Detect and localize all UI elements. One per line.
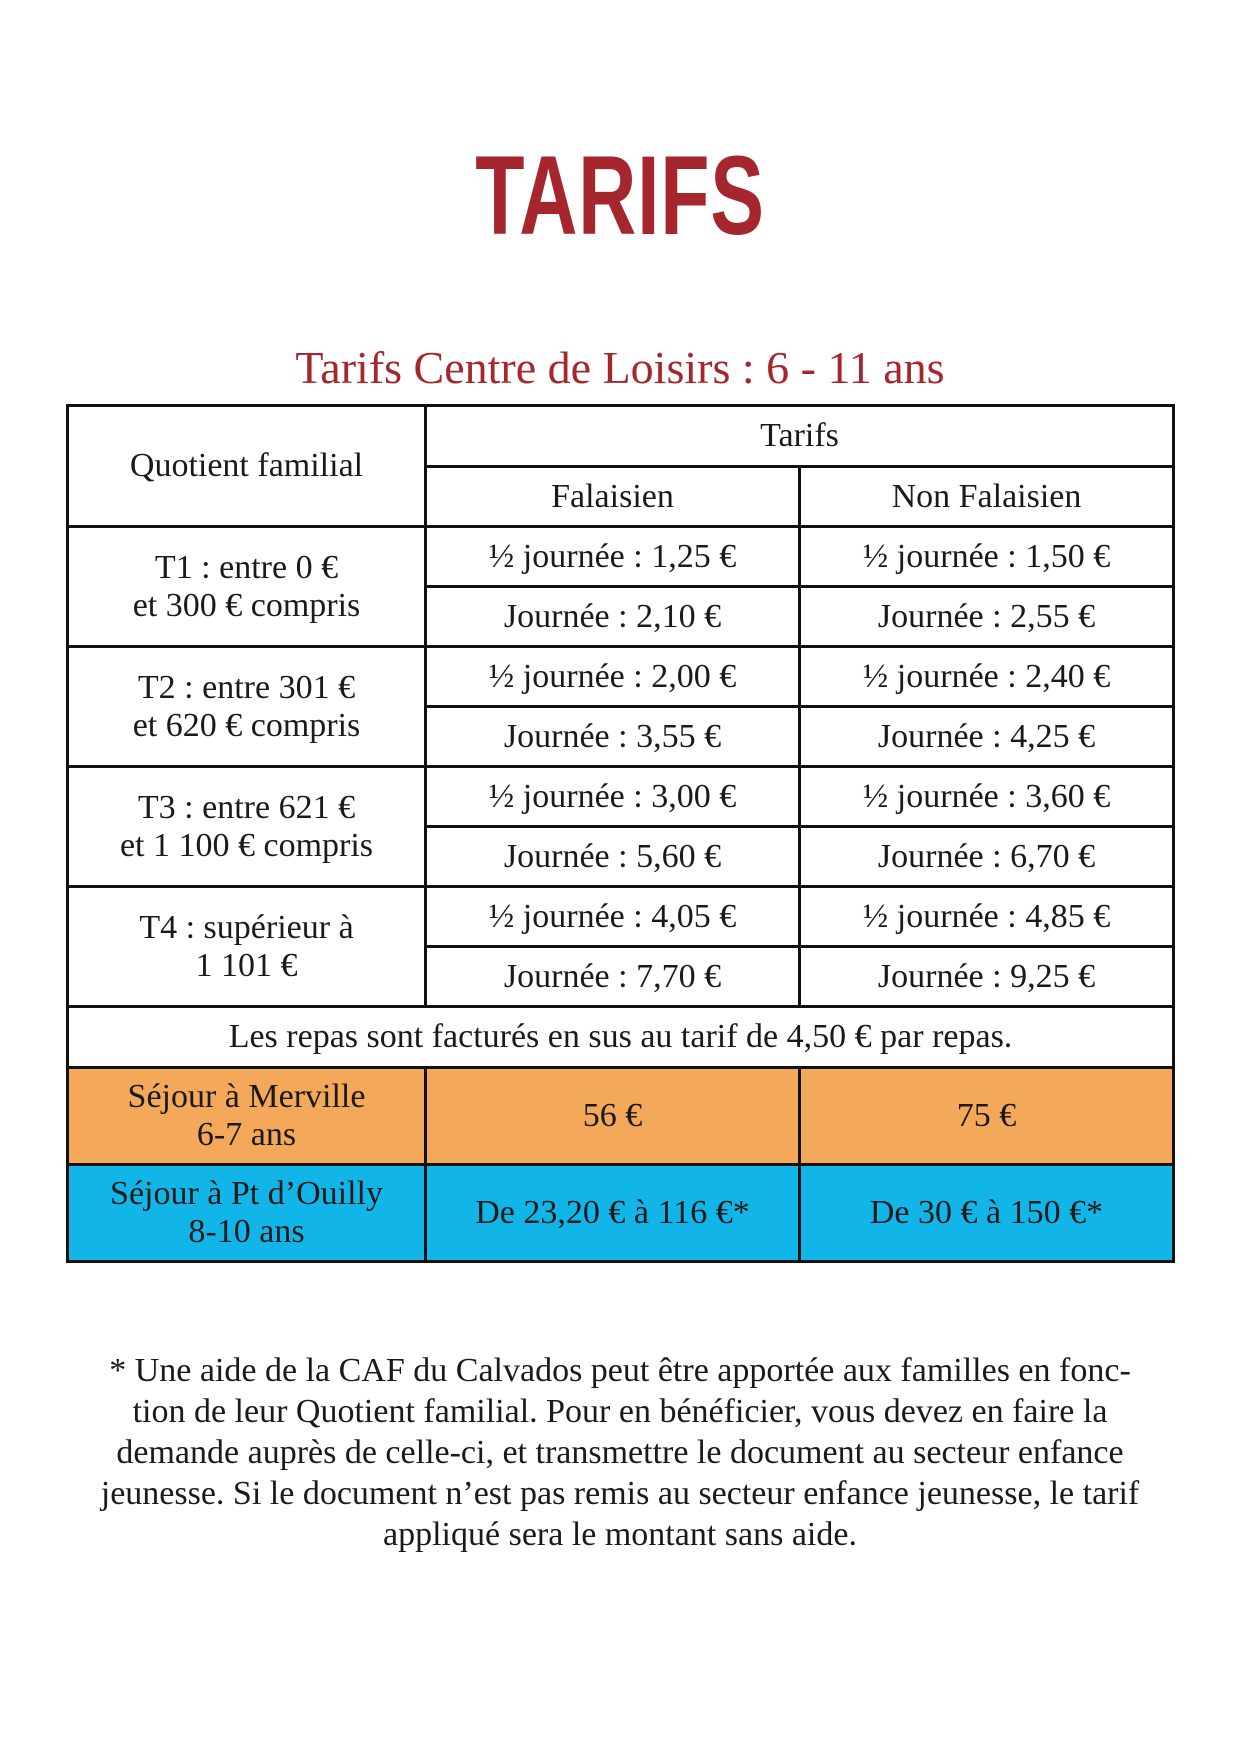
stay-price-falaisien: 56 €: [426, 1068, 800, 1165]
quotient-line: 1 101 €: [195, 946, 298, 984]
stay-price-non-falaisien: De 30 € à 150 €*: [800, 1165, 1174, 1262]
non-falaisien-day: Journée : 6,70 €: [800, 827, 1174, 887]
falaisien-day: Journée : 5,60 €: [426, 827, 800, 887]
stay-price-non-falaisien: 75 €: [800, 1068, 1174, 1165]
quotient-cell: [68, 887, 426, 1007]
meals-note: Les repas sont facturés en sus au tarif de 4,50 € par repas.: [68, 1007, 1174, 1068]
quotient-header: Quotient familial: [68, 406, 426, 527]
footnote-line: tion de leur Quotient familial. Pour en bénéficier, vous devez en faire la: [132, 1393, 1108, 1430]
stay-label: [68, 1068, 426, 1165]
non-falaisien-header: Non Falaisien: [800, 467, 1174, 527]
table-row: [68, 647, 1174, 707]
quotient-line: et 300 € compris: [132, 586, 361, 624]
falaisien-header: Falaisien: [426, 467, 800, 527]
falaisien-half-day: ½ journée : 2,00 €: [426, 647, 800, 707]
non-falaisien-half-day: ½ journée : 4,85 €: [800, 887, 1174, 947]
quotient-cell: [68, 527, 426, 647]
header-row: [68, 406, 1174, 467]
stay-row-pt-douilly: [68, 1165, 1174, 1262]
footnote-line: appliqué sera le montant sans aide.: [383, 1516, 857, 1553]
non-falaisien-half-day: ½ journée : 2,40 €: [800, 647, 1174, 707]
quotient-line: et 620 € compris: [132, 706, 361, 744]
footnote-line: jeunesse. Si le document n’est pas remis au secteur enfance jeunesse, le tarif: [100, 1475, 1140, 1512]
falaisien-day: Journée : 7,70 €: [426, 947, 800, 1007]
quotient-cell: [68, 647, 426, 767]
stay-label-line: 8-10 ans: [188, 1213, 305, 1250]
non-falaisien-day: Journée : 4,25 €: [800, 707, 1174, 767]
quotient-line: T1 : entre 0 €: [154, 548, 339, 586]
table-subtitle: Tarifs Centre de Loisirs : 6 - 11 ans: [295, 342, 945, 393]
stay-label-line: Séjour à Pt d’Ouilly: [110, 1175, 383, 1212]
table-row: [68, 527, 1174, 587]
stay-label: [68, 1165, 426, 1262]
falaisien-day: Journée : 2,10 €: [426, 587, 800, 647]
falaisien-half-day: ½ journée : 4,05 €: [426, 887, 800, 947]
quotient-cell: [68, 767, 426, 887]
stay-row-merville: [68, 1068, 1174, 1165]
footnote-line: demande auprès de celle-ci, et transmettre le document au secteur enfance: [116, 1434, 1124, 1471]
page-title: TARIFS: [475, 133, 765, 258]
quotient-line: et 1 100 € compris: [119, 826, 374, 864]
stay-label-line: 6-7 ans: [196, 1116, 297, 1153]
falaisien-half-day: ½ journée : 3,00 €: [426, 767, 800, 827]
table-row: [68, 767, 1174, 827]
quotient-line: T3 : entre 621 €: [137, 788, 356, 826]
meals-row: [68, 1007, 1174, 1068]
non-falaisien-half-day: ½ journée : 3,60 €: [800, 767, 1174, 827]
table-row: [68, 887, 1174, 947]
stay-label-line: Séjour à Merville: [127, 1078, 366, 1115]
non-falaisien-day: Journée : 2,55 €: [800, 587, 1174, 647]
falaisien-day: Journée : 3,55 €: [426, 707, 800, 767]
footnote: [60, 1350, 1180, 1555]
falaisien-half-day: ½ journée : 1,25 €: [426, 527, 800, 587]
non-falaisien-half-day: ½ journée : 1,50 €: [800, 527, 1174, 587]
quotient-line: T4 : supérieur à: [139, 908, 354, 946]
non-falaisien-day: Journée : 9,25 €: [800, 947, 1174, 1007]
quotient-line: T2 : entre 301 €: [137, 668, 356, 706]
tariff-table: [66, 404, 1175, 1263]
footnote-line: * Une aide de la CAF du Calvados peut être apportée aux familles en fonc-: [109, 1352, 1131, 1389]
stay-price-falaisien: De 23,20 € à 116 €*: [426, 1165, 800, 1262]
tarifs-header: Tarifs: [426, 406, 1174, 467]
